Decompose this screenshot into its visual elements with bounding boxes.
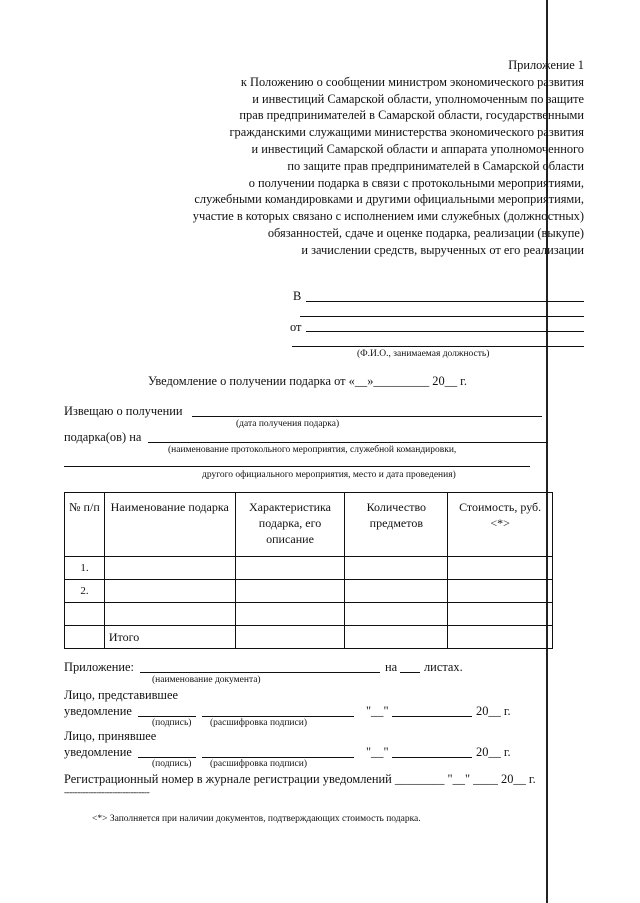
table-cell[interactable]: [235, 557, 345, 580]
col-number: № п/п: [65, 493, 105, 557]
submitter-year: 20__ г.: [476, 704, 511, 718]
footnote: <*> Заполняется при наличии документов, подтверждающих стоимость подарка.: [92, 814, 421, 824]
col-quantity: Количество предметов: [345, 493, 448, 557]
col-cost: Стоимость, руб. <*>: [448, 493, 553, 557]
submitter-line1: Лицо, представившее: [64, 688, 178, 702]
submitter-line2: уведомление: [64, 704, 132, 718]
to-field[interactable]: [306, 301, 584, 302]
header-line: по защите прав предпринимателей в Самарской области: [287, 158, 584, 173]
event-field-2[interactable]: [64, 466, 530, 467]
receiver-signature-field[interactable]: [138, 757, 196, 758]
receiver-line2: уведомление: [64, 745, 132, 759]
table-cell[interactable]: [448, 603, 553, 626]
appendix-number: Приложение 1: [508, 58, 584, 72]
table-cell[interactable]: [448, 580, 553, 603]
notice-title: Уведомление о получении подарка от «__»_________ 20__ г.: [148, 374, 467, 388]
table-cell: [65, 603, 105, 626]
header-line: к Положению о сообщении министром экономического развития: [240, 74, 584, 89]
header-line: обязанностей, сдаче и оценке подарка, реализации (выкупе): [267, 225, 584, 240]
signature-hint: (подпись): [152, 759, 192, 769]
submitter-date: "__": [366, 704, 389, 718]
decode-hint: (расшифровка подписи): [210, 759, 307, 769]
header-line: гражданскими служащими министерства экономического развития: [229, 125, 584, 140]
table-cell[interactable]: [235, 603, 345, 626]
event-hint-1: (наименование протокольного мероприятия, служебной командировки,: [168, 445, 457, 455]
signature-hint: (подпись): [152, 718, 192, 728]
to-field-2[interactable]: [300, 316, 584, 317]
table-cell[interactable]: [104, 580, 235, 603]
table-total-row: [65, 626, 553, 649]
table-row: [65, 580, 553, 603]
total-label: Итого: [104, 626, 235, 649]
header-line: о получении подарка в связи с протокольными мероприятиями,: [248, 175, 584, 190]
table-cell[interactable]: [345, 557, 448, 580]
table-cell: 2.: [65, 580, 105, 603]
receiver-date: "__": [366, 745, 389, 759]
attachment-label: Приложение:: [64, 660, 134, 674]
receipt-date-field[interactable]: [192, 416, 542, 417]
receiver-decode-field[interactable]: [202, 757, 354, 758]
decode-hint: (расшифровка подписи): [210, 718, 307, 728]
footnote-separator: --------------------------------: [64, 788, 150, 798]
table-cell[interactable]: [448, 626, 553, 649]
col-gift-name: Наименование подарка: [104, 493, 235, 557]
submitter-signature-field[interactable]: [138, 716, 196, 717]
registration-line: Регистрационный номер в журнале регистрации уведомлений ________ "__" ____ 20__ г.: [64, 772, 536, 786]
submitter-month-field[interactable]: [392, 716, 472, 717]
header-line: прав предпринимателей в Самарской области, государственными: [239, 108, 584, 123]
table-cell[interactable]: [448, 557, 553, 580]
attachment-doc-field[interactable]: [140, 672, 380, 673]
submitter-decode-field[interactable]: [202, 716, 354, 717]
receiver-month-field[interactable]: [392, 757, 472, 758]
table-cell[interactable]: [345, 580, 448, 603]
header-line: и инвестиций Самарской области и аппарата уполномоченного: [251, 141, 584, 156]
header-line: и зачислении средств, вырученных от его реализации: [301, 242, 584, 257]
table-cell[interactable]: [235, 580, 345, 603]
table-cell[interactable]: [235, 626, 345, 649]
table-row: [65, 603, 553, 626]
notify-label: Извещаю о получении: [64, 404, 183, 418]
from-field[interactable]: [306, 331, 584, 332]
event-hint-2: другого официального мероприятия, место и дата проведения): [202, 470, 456, 480]
header-line: служебными командировками и другими официальными мероприятиями,: [194, 192, 584, 207]
attachment-on: на: [385, 660, 398, 674]
appendix-header: [193, 57, 584, 259]
header-line: и инвестиций Самарской области, уполномоченным по защите: [252, 91, 584, 106]
table-cell: 1.: [65, 557, 105, 580]
header-line: участие в которых связано с исполнением ими служебных (должностных): [192, 209, 584, 224]
table-header-row: [65, 493, 553, 557]
date-hint: (дата получения подарка): [236, 419, 340, 429]
event-field[interactable]: [148, 442, 548, 443]
table-cell[interactable]: [104, 557, 235, 580]
receiver-line1: Лицо, принявшее: [64, 729, 157, 743]
col-description: Характеристика подарка, его описание: [235, 493, 345, 557]
doc-hint: (наименование документа): [152, 675, 261, 685]
from-label: от: [290, 320, 302, 334]
receiver-year: 20__ г.: [476, 745, 511, 759]
from-field-2[interactable]: [292, 346, 584, 347]
table-cell[interactable]: [104, 603, 235, 626]
from-hint: (Ф.И.О., занимаемая должность): [357, 349, 490, 359]
attachment-sheets: листах.: [424, 660, 463, 674]
gifts-label: подарка(ов) на: [64, 430, 142, 444]
gifts-table: [64, 492, 553, 649]
to-label: В: [293, 289, 302, 303]
table-row: [65, 557, 553, 580]
table-cell[interactable]: [345, 626, 448, 649]
table-cell: [65, 626, 105, 649]
table-cell[interactable]: [345, 603, 448, 626]
attachment-sheets-field[interactable]: [400, 672, 420, 673]
